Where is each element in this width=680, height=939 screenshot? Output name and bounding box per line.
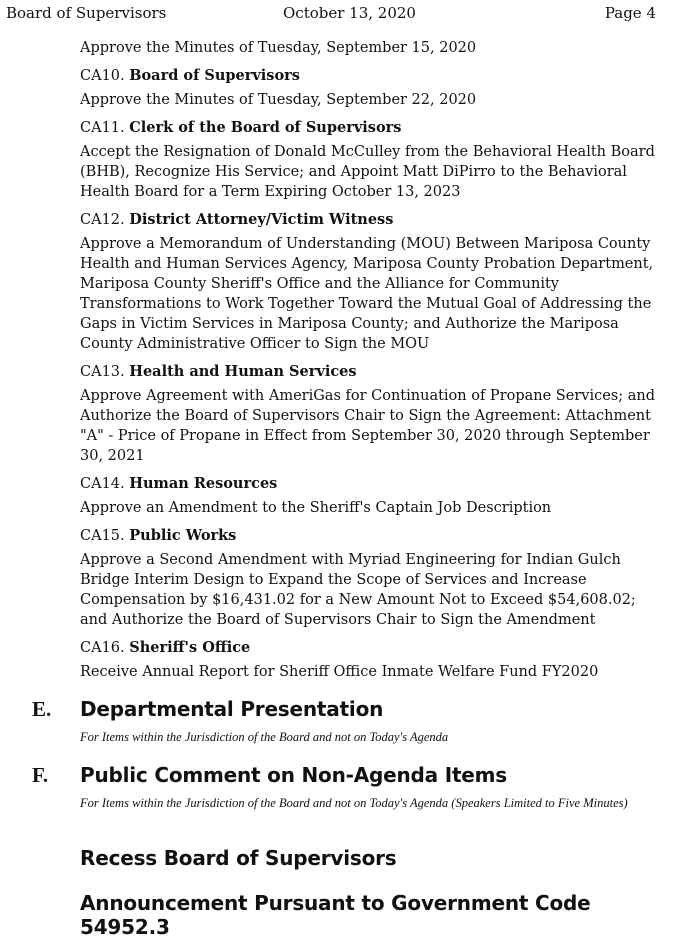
header-board-name: Board of Supervisors (6, 4, 167, 22)
item-text: Approve a Memorandum of Understanding (MOU) Between Mariposa County Health and Human Services Agency, Mariposa County Probation Department, Mariposa County Sheriff's Office and the Alliance for Community Transformations to Work Together Toward the Mutual Goal of Addressing the Gaps in Victim Services in Mariposa County; and Authorize the Mariposa County Administrative Officer to Sign the MOU (80, 236, 654, 352)
item-heading (80, 526, 665, 546)
section-subtitle: For Items within the Jurisdiction of the Board and not on Today's Agenda (80, 730, 449, 744)
item-title: Board of Supervisors (129, 67, 300, 84)
section-title: Recess Board of Supervisors (80, 846, 397, 870)
agenda-item-ca16 (80, 638, 665, 682)
section-title: Departmental Presentation (80, 697, 384, 721)
item-text: Approve Agreement with AmeriGas for Continuation of Propane Services; and Authorize the Board of Supervisors Chair to Sign the Agreement: Attachment "A" - Price of Propane in Effect from September 30, 2020 through September 30, 2021 (80, 388, 655, 464)
header-page-number: Page 4 (604, 4, 656, 22)
agenda-item-ca14 (80, 474, 665, 518)
item-text: Approve an Amendment to the Sheriff's Captain Job Description (80, 500, 552, 516)
section-title: Announcement Pursuant to Government Code 54952.3 (80, 891, 591, 939)
agenda-item-ca13 (80, 362, 665, 466)
agenda-item-ca10 (80, 66, 665, 110)
item-text: Approve a Second Amendment with Myriad Engineering for Indian Gulch Bridge Interim Design to Expand the Scope of Services and Increase Compensation by $16,431.02 for a New Amount Not to Exceed $54,608.02; and Authorize the Board of Supervisors Chair to Sign the Amendment (80, 552, 636, 628)
item-title: Public Works (129, 527, 237, 544)
item-number: CA15. (80, 528, 125, 544)
item-text: Approve the Minutes of Tuesday, September 22, 2020 (80, 92, 477, 108)
item-text-prev: Approve the Minutes of Tuesday, September 15, 2020 (80, 40, 477, 56)
item-title: District Attorney/Victim Witness (129, 211, 394, 228)
item-title: Sheriff's Office (129, 639, 251, 656)
agenda-item-ca12 (80, 210, 665, 354)
item-text: Accept the Resignation of Donald McCulley from the Behavioral Health Board (BHB), Recognize His Service; and Appoint Matt DiPirro to the Behavioral Health Board for a Term Expiring October 13, 2023 (80, 144, 655, 200)
page-header (0, 4, 680, 24)
header-date: October 13, 2020 (283, 4, 416, 22)
item-heading (80, 118, 665, 138)
item-heading (80, 210, 665, 230)
item-text: Receive Annual Report for Sheriff Office Inmate Welfare Fund FY2020 (80, 664, 599, 680)
item-number: CA16. (80, 640, 125, 656)
agenda-item-ca15 (80, 526, 665, 630)
agenda-item-ca11 (80, 118, 665, 202)
item-number: CA11. (80, 120, 125, 136)
item-number: CA10. (80, 68, 125, 84)
item-number: CA13. (80, 364, 125, 380)
section-letter: F. (32, 763, 49, 787)
item-number: CA14. (80, 476, 125, 492)
section-subtitle: For Items within the Jurisdiction of the Board and not on Today's Agenda (Speakers Limited to Five Minutes) (80, 796, 628, 810)
item-title: Clerk of the Board of Supervisors (129, 119, 402, 136)
item-heading (80, 66, 665, 86)
item-heading (80, 638, 665, 658)
item-heading (80, 474, 665, 494)
item-title: Human Resources (129, 475, 278, 492)
item-number: CA12. (80, 212, 125, 228)
consent-agenda-list (80, 38, 665, 690)
section-title: Public Comment on Non-Agenda Items (80, 763, 508, 787)
section-letter: E. (32, 697, 52, 721)
item-title: Health and Human Services (129, 363, 357, 380)
item-heading (80, 362, 665, 382)
